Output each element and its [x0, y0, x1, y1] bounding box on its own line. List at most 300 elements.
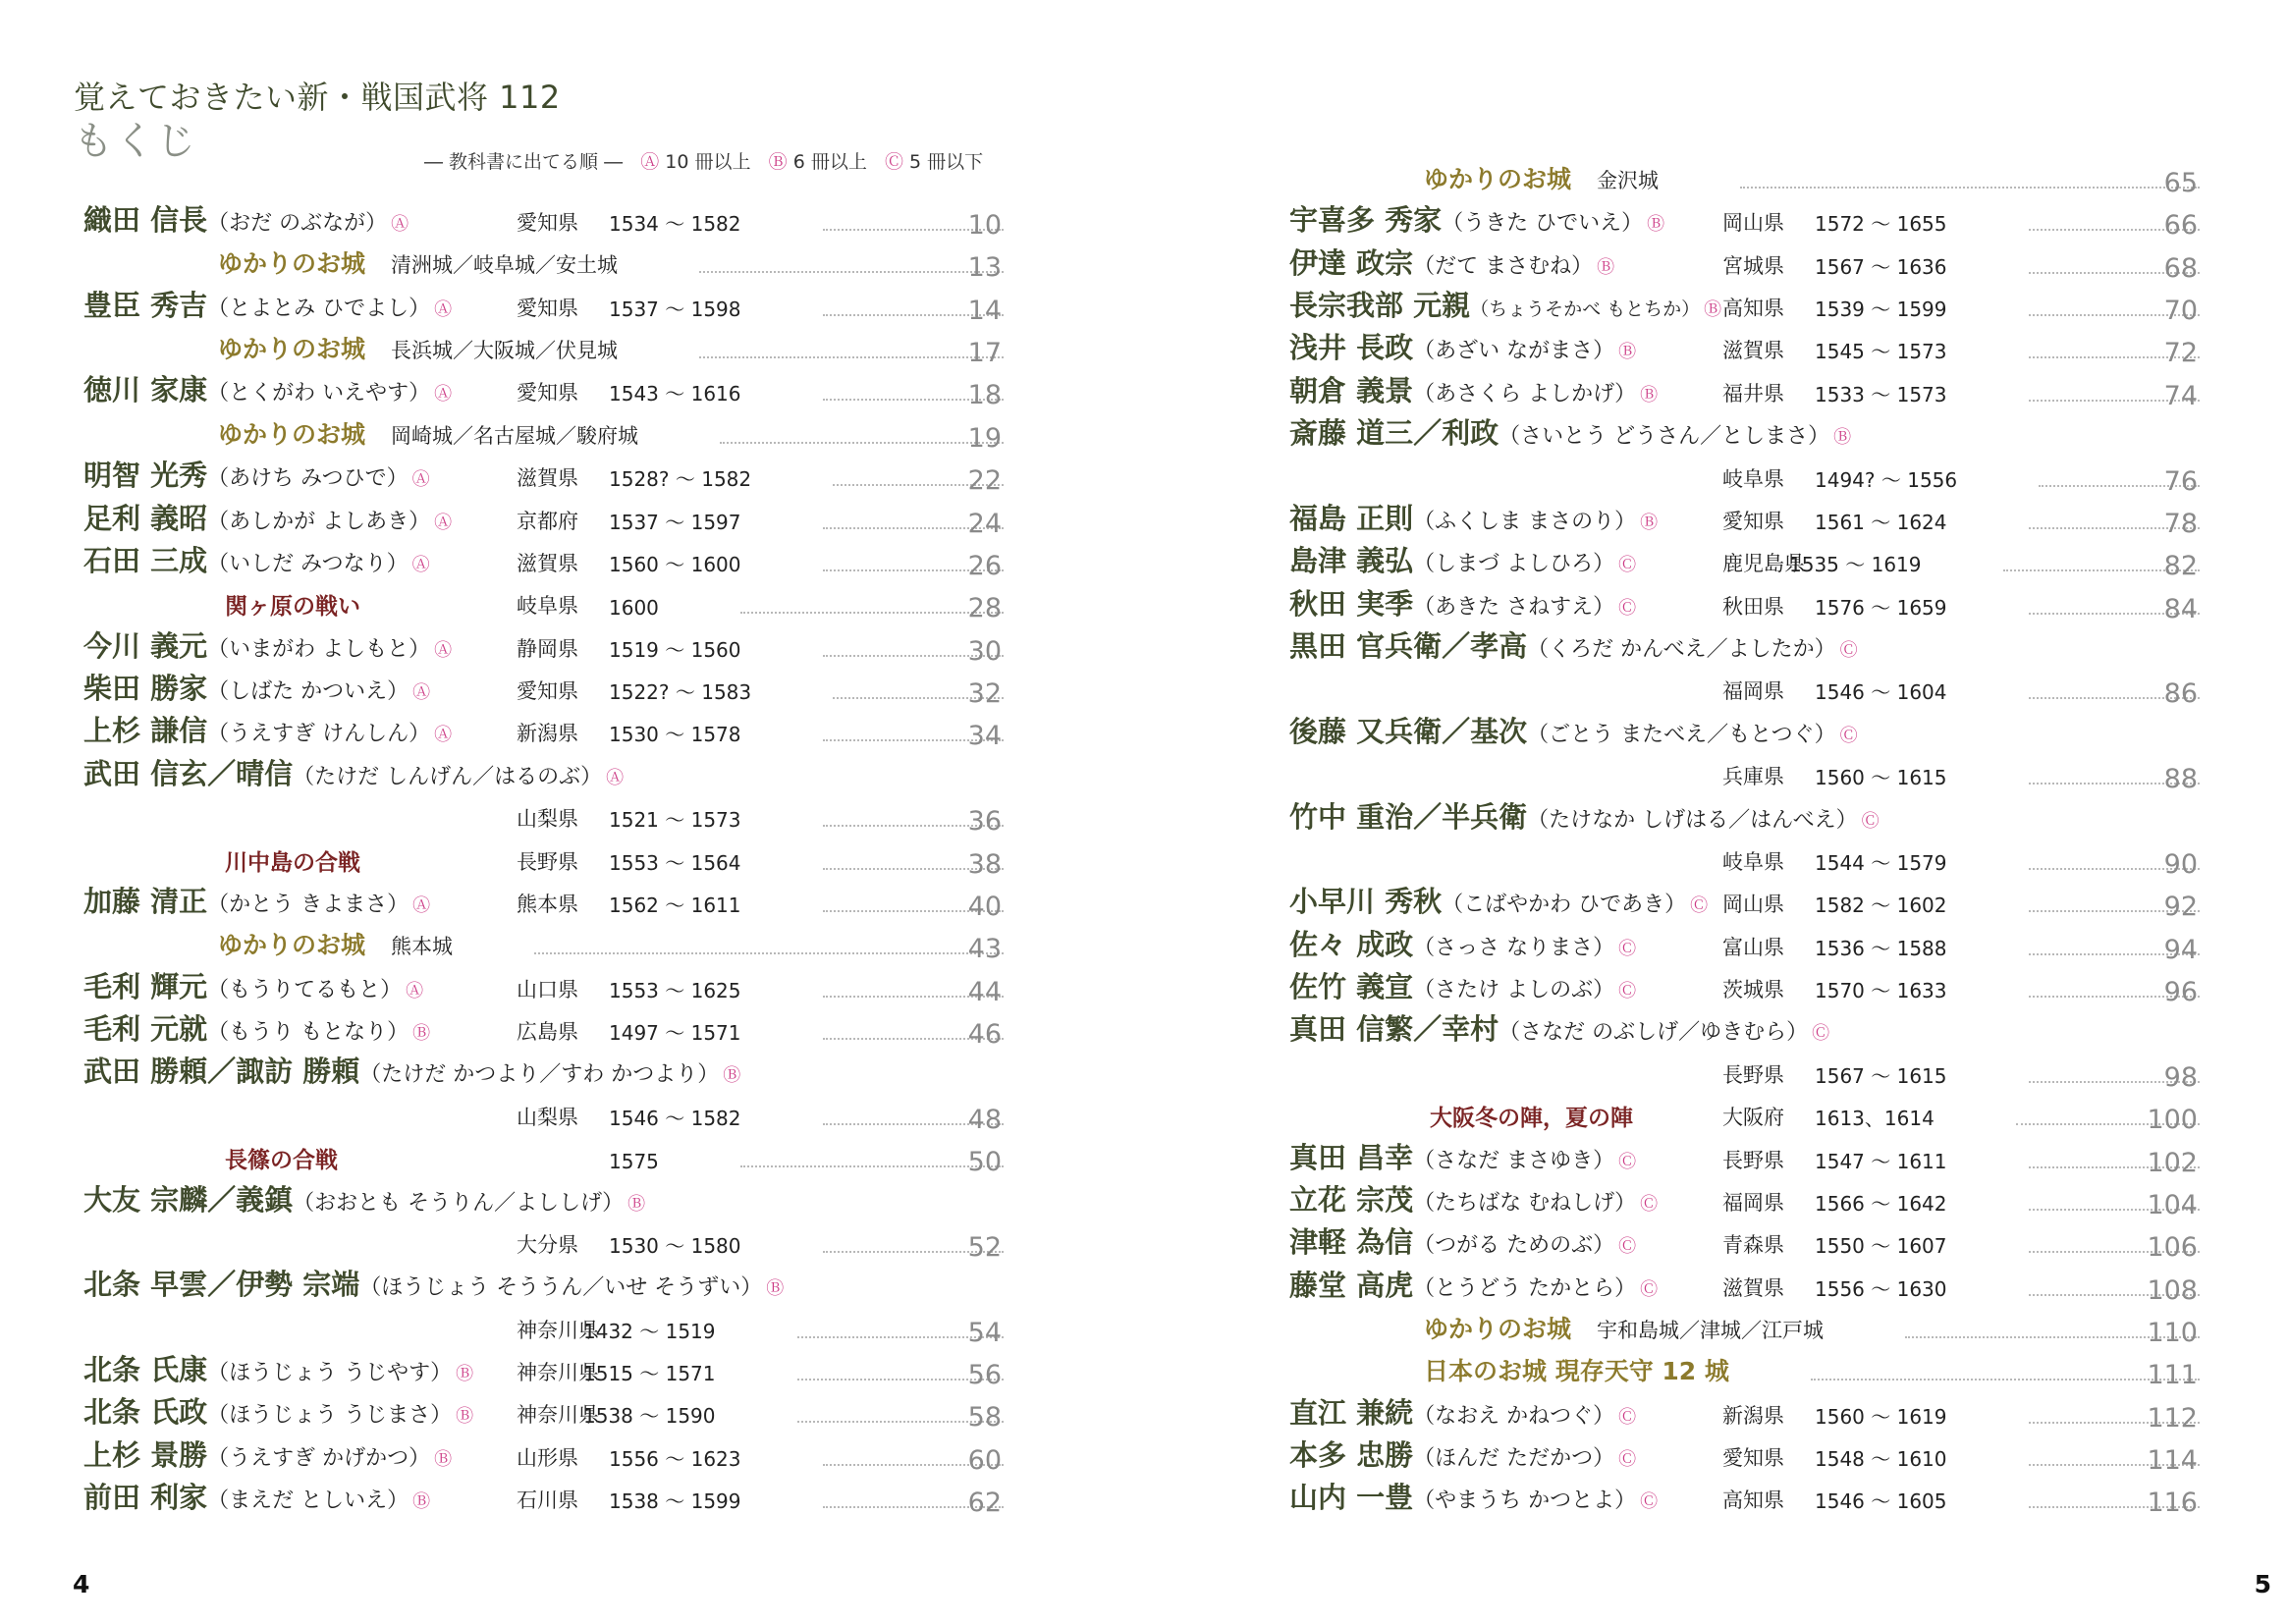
birthplace-prefecture: 新潟県 — [517, 722, 578, 746]
warlord-name-text: 佐々 成政 — [1289, 927, 1414, 961]
warlord-name-text: 朝倉 義景 — [1289, 373, 1414, 407]
warlord-name-text: 毛利 輝元 — [83, 969, 208, 1003]
toc-page-number: 111 — [2147, 1360, 2198, 1391]
toc-row-cont — [0, 1224, 1144, 1267]
warlord-name-text: 小早川 秀秋 — [1289, 885, 1443, 919]
life-years: 1538 ～ 1599 — [609, 1489, 741, 1514]
birthplace-prefecture: 愛知県 — [1722, 509, 1784, 533]
warlord-name — [1289, 1434, 1636, 1474]
birthplace-prefecture: 愛知県 — [1722, 1446, 1784, 1471]
toc-page-number: 10 — [967, 210, 1002, 241]
warlord-name — [1289, 497, 1658, 537]
birthplace-prefecture: 富山県 — [1722, 935, 1784, 959]
name-reading: （さなだ まさゆき） — [1413, 1148, 1615, 1173]
birthplace-prefecture: 高知県 — [1722, 297, 1784, 321]
toc-row-person — [1145, 288, 2289, 330]
castle-section-label: 日本のお城 現存天守 12 城 — [1424, 1357, 1729, 1386]
toc-row-cont — [1145, 671, 2289, 713]
warlord-name-text: 上杉 謙信 — [83, 714, 208, 748]
birthplace-prefecture: 岡山県 — [1722, 211, 1784, 236]
grade-badge: Ⓐ — [411, 554, 430, 575]
life-years: 1432 ～ 1519 — [583, 1319, 716, 1343]
life-years: 1535 ～ 1619 — [1789, 553, 1922, 577]
toc-row-castle — [0, 926, 1144, 968]
castle-section-label: ゆかりのお城 — [218, 931, 366, 960]
toc-page-number: 48 — [967, 1104, 1002, 1135]
toc-page-number: 112 — [2147, 1402, 2198, 1434]
grade-badge: Ⓑ — [412, 1491, 431, 1513]
warlord-name-text: 直江 兼続 — [1289, 1395, 1414, 1430]
toc-page-number: 82 — [2163, 551, 2198, 582]
grade-legend — [424, 147, 983, 174]
name-reading: （おおとも そうりん／よししげ） — [293, 1190, 625, 1216]
life-years: 1537 ～ 1597 — [609, 510, 741, 534]
birthplace-prefecture: 山形県 — [517, 1445, 578, 1470]
warlord-name — [83, 368, 452, 408]
toc-row-cont — [1145, 756, 2289, 798]
warlord-name — [83, 965, 423, 1005]
name-reading: （いまがわ よしもと） — [207, 636, 431, 662]
warlord-name-text: 今川 義元 — [83, 628, 208, 663]
toc-row-battle — [0, 585, 1144, 627]
toc-page-number: 74 — [2163, 380, 2198, 411]
toc-page-number: 78 — [2163, 508, 2198, 539]
toc-page-number: 32 — [967, 678, 1002, 710]
grade-badge: Ⓒ — [1839, 725, 1858, 746]
life-years: 1556 ～ 1630 — [1815, 1276, 1947, 1301]
warlord-name-text: 毛利 元就 — [83, 1012, 208, 1047]
warlord-name-text: 後藤 又兵衛／基次 — [1289, 714, 1528, 748]
grade-badge: Ⓐ — [412, 894, 431, 916]
grade-badge: Ⓐ — [434, 639, 453, 661]
toc-page-number: 22 — [967, 465, 1002, 497]
name-reading: （たちばな むねしげ） — [1413, 1190, 1637, 1216]
warlord-name — [1289, 1220, 1636, 1261]
grade-badge: Ⓐ — [434, 298, 453, 320]
warlord-name-text: 石田 三成 — [83, 543, 208, 577]
grade-badge: Ⓒ — [1640, 1193, 1659, 1215]
toc-row-person — [1145, 373, 2289, 415]
birthplace-prefecture: 岡山県 — [1722, 893, 1784, 917]
toc-page-number: 92 — [2163, 892, 2198, 923]
castle-names: 金沢城 — [1597, 169, 1659, 192]
life-years: 1536 ～ 1588 — [1815, 936, 1947, 960]
grade-badge: Ⓒ — [1618, 1406, 1637, 1428]
life-years: 1572 ～ 1655 — [1815, 212, 1947, 237]
name-reading: （まえだ としいえ） — [207, 1489, 409, 1514]
warlord-name-text: 山内 一豊 — [1289, 1481, 1414, 1515]
toc-row-person — [1145, 714, 2289, 756]
toc-page-number: 14 — [967, 295, 1002, 326]
castle-section-label: ゆかりのお城 — [1424, 1314, 1572, 1343]
life-years: 1543 ～ 1616 — [609, 382, 741, 406]
life-years: 1567 ～ 1615 — [1815, 1063, 1947, 1088]
toc-page-number: 116 — [2147, 1488, 2198, 1519]
life-years: 1521 ～ 1573 — [609, 808, 741, 833]
name-reading: （もうり もとなり） — [207, 1020, 409, 1046]
name-reading: （くろだ かんべえ／よしたか） — [1527, 637, 1836, 663]
birthplace-prefecture: 熊本県 — [517, 892, 578, 916]
legend-order-label: ― 教科書に出てる順 ― — [424, 151, 624, 173]
warlord-name — [83, 1007, 430, 1048]
warlord-name-text: 明智 光秀 — [83, 459, 208, 493]
warlord-name-text: 伊達 政宗 — [1289, 245, 1414, 280]
grade-badge: Ⓐ — [406, 980, 424, 1001]
warlord-name — [1289, 284, 1721, 324]
name-reading: （うえすぎ かげかつ） — [207, 1445, 431, 1471]
life-years: 1553 ～ 1564 — [609, 850, 741, 875]
castle-names: 宇和島城／津城／江戸城 — [1597, 1318, 1824, 1342]
warlord-name-text: 大友 宗麟／義鎮 — [83, 1182, 294, 1217]
toc-row-person — [0, 288, 1144, 330]
warlord-name-text: 黒田 官兵衛／孝高 — [1289, 629, 1528, 664]
toc-row-person — [0, 969, 1144, 1011]
toc-row-castle — [0, 244, 1144, 287]
grade-badge: Ⓑ — [1647, 214, 1665, 236]
castle-section-label: ゆかりのお城 — [218, 419, 366, 449]
warlord-name-text: 加藤 清正 — [83, 884, 208, 918]
toc-row-person — [1145, 1480, 2289, 1522]
warlord-name-text: 斎藤 道三／利政 — [1289, 416, 1499, 451]
life-years: 1539 ～ 1599 — [1815, 298, 1947, 322]
birthplace-prefecture: 長野県 — [1722, 1148, 1784, 1172]
grade-badge: Ⓒ — [1618, 1236, 1637, 1258]
grade-badge: Ⓐ — [434, 384, 453, 406]
name-reading: （ごとう またべえ／もとつぐ） — [1527, 722, 1836, 747]
toc-row-person — [1145, 543, 2289, 585]
birthplace-prefecture: 大分県 — [517, 1232, 578, 1257]
castle-names: 岡崎城／名古屋城／駿府城 — [391, 423, 638, 448]
warlord-name — [1289, 411, 1851, 452]
warlord-name-text: 真田 昌幸 — [1289, 1140, 1414, 1174]
birthplace-prefecture: 岐阜県 — [1722, 466, 1784, 491]
life-years: 1548 ～ 1610 — [1815, 1447, 1947, 1472]
toc-page-number: 26 — [967, 550, 1002, 581]
warlord-name — [83, 454, 430, 494]
life-years: 1600 — [609, 596, 659, 621]
birthplace-prefecture: 愛知県 — [517, 296, 578, 320]
toc-page-number: 56 — [967, 1359, 1002, 1390]
birthplace-prefecture: 静岡県 — [517, 636, 578, 661]
name-reading: （ふくしま まさのり） — [1413, 509, 1637, 534]
toc-row-person — [0, 501, 1144, 543]
grade-badge: Ⓒ — [1618, 597, 1637, 619]
toc-row-person — [0, 1267, 1144, 1309]
toc-row-person — [1145, 1224, 2289, 1267]
warlord-name — [1289, 582, 1636, 623]
name-reading: （さっさ なりまさ） — [1413, 935, 1615, 960]
birthplace-prefecture: 滋賀県 — [1722, 339, 1784, 363]
birthplace-prefecture: 滋賀県 — [517, 551, 578, 575]
grade-badge: Ⓒ — [1618, 938, 1637, 959]
name-reading: （かとう きよまさ） — [207, 892, 409, 917]
toc-page-number: 94 — [2163, 934, 2198, 965]
warlord-name — [1289, 710, 1858, 750]
name-reading: （さたけ よしのぶ） — [1413, 978, 1615, 1003]
toc-page-number: 102 — [2147, 1147, 2198, 1178]
toc-page-number: 106 — [2147, 1232, 2198, 1264]
toc-row-person — [1145, 799, 2289, 841]
warlord-name — [1289, 1476, 1658, 1516]
birthplace-prefecture: 秋田県 — [1722, 594, 1784, 619]
name-reading: （こばやかわ ひであき） — [1442, 893, 1687, 918]
toc-row-person — [0, 202, 1144, 244]
warlord-name — [83, 1390, 473, 1431]
warlord-name — [83, 1178, 645, 1218]
warlord-name — [83, 1434, 452, 1474]
toc-page-number: 30 — [967, 635, 1002, 667]
toc-row-person — [0, 1011, 1144, 1054]
grade-badge: Ⓐ — [411, 469, 430, 491]
warlord-name — [83, 709, 452, 749]
page-number-right: 5 — [2254, 1570, 2271, 1598]
toc-row-person — [1145, 330, 2289, 372]
legend-a-text: 10 冊以上 — [665, 151, 751, 173]
toc-row-person — [0, 372, 1144, 414]
birthplace-prefecture: 滋賀県 — [517, 466, 578, 491]
toc-row-battle — [0, 841, 1144, 884]
grade-badge: Ⓒ — [1640, 1491, 1659, 1513]
name-reading: （ほうじょう うじやす） — [207, 1360, 453, 1385]
life-years: 1494? ～ 1556 — [1815, 467, 1958, 492]
grade-badge: Ⓐ — [434, 725, 453, 746]
name-reading: （しばた かついえ） — [207, 679, 409, 705]
life-years: 1528? ～ 1582 — [609, 467, 752, 492]
name-reading: （さなだ のぶしげ／ゆきむら） — [1499, 1020, 1809, 1046]
castle-names: 清洲城／岐阜城／安土城 — [391, 253, 618, 278]
toc-row-person — [0, 1352, 1144, 1394]
life-years: 1582 ～ 1602 — [1815, 893, 1947, 918]
birthplace-prefecture: 新潟県 — [1722, 1403, 1784, 1428]
grade-badge: Ⓒ — [1618, 1151, 1637, 1172]
castle-names: 長浜城／大阪城／伏見城 — [391, 339, 618, 363]
warlord-name-text: 北条 氏康 — [83, 1352, 208, 1386]
name-reading: （もうりてるもと） — [207, 977, 403, 1002]
toc-row-person — [1145, 1011, 2289, 1054]
toc-row-person — [1145, 628, 2289, 671]
life-years: 1575 — [609, 1150, 659, 1174]
name-reading: （さいとう どうさん／としまさ） — [1499, 424, 1830, 450]
birthplace-prefecture: 滋賀県 — [1722, 1275, 1784, 1300]
warlord-name-text: 長宗我部 元親 — [1289, 289, 1471, 323]
warlord-name — [83, 539, 430, 579]
birthplace-prefecture: 愛知県 — [517, 381, 578, 406]
battle-section-label: 関ヶ原の戦い — [225, 594, 360, 621]
castle-section-label: ゆかりのお城 — [218, 249, 366, 279]
grade-badge: Ⓒ — [1618, 1449, 1637, 1471]
life-years: 1562 ～ 1611 — [609, 893, 741, 917]
birthplace-prefecture: 宮城県 — [1722, 253, 1784, 278]
toc-page-number: 65 — [2163, 168, 2198, 198]
life-years: 1544 ～ 1579 — [1815, 850, 1947, 875]
grade-badge: Ⓒ — [1839, 640, 1858, 662]
toc-row-cont — [1145, 459, 2289, 501]
life-years: 1530 ～ 1578 — [609, 723, 741, 747]
life-years: 1533 ～ 1573 — [1815, 382, 1947, 406]
life-years: 1530 ～ 1580 — [609, 1233, 741, 1258]
grade-badge: Ⓐ — [391, 214, 409, 235]
birthplace-prefecture: 長野県 — [517, 849, 578, 874]
toc-page-number: 19 — [967, 422, 1002, 454]
birthplace-prefecture: 岐阜県 — [517, 594, 578, 619]
warlord-name-text: 竹中 重治／半兵衛 — [1289, 799, 1528, 834]
castle-section-label: ゆかりのお城 — [1424, 165, 1572, 193]
birthplace-prefecture: 茨城県 — [1722, 978, 1784, 1002]
name-reading: （つがる ためのぶ） — [1413, 1233, 1615, 1259]
toc-page-number: 84 — [2163, 593, 2198, 624]
name-reading: （とうどう たかとら） — [1413, 1275, 1637, 1301]
name-reading: （やまうち かつとよ） — [1413, 1489, 1637, 1514]
name-reading: （うきた ひでいえ） — [1442, 211, 1644, 237]
toc-page-number: 108 — [2147, 1274, 2198, 1306]
warlord-name — [1289, 1264, 1658, 1304]
toc-page-number: 62 — [967, 1488, 1002, 1519]
warlord-name — [83, 284, 452, 324]
toc-page-number: 76 — [2163, 465, 2198, 497]
grade-badge: Ⓑ — [1618, 342, 1637, 363]
toc-row-person — [1145, 586, 2289, 628]
warlord-name-text: 佐竹 義宣 — [1289, 970, 1414, 1004]
toc-page-number: 46 — [967, 1019, 1002, 1051]
life-years: 1561 ～ 1624 — [1815, 510, 1947, 534]
warlord-name — [1289, 242, 1614, 282]
warlord-name — [83, 1476, 430, 1516]
warlord-name-text: 前田 利家 — [83, 1481, 208, 1515]
toc-row-castle — [1145, 1310, 2289, 1352]
toc-row-castle — [0, 330, 1144, 372]
toc-page-number: 28 — [967, 593, 1002, 624]
life-years: 1570 ～ 1633 — [1815, 979, 1947, 1003]
warlord-name — [83, 198, 409, 239]
birthplace-prefecture: 鹿児島県 — [1722, 552, 1805, 576]
toc-row-person — [1145, 927, 2289, 969]
birthplace-prefecture: 山梨県 — [517, 1105, 578, 1129]
name-reading: （おだ のぶなが） — [207, 211, 388, 236]
life-years: 1567 ～ 1636 — [1815, 254, 1947, 279]
toc-row-battle — [0, 1139, 1144, 1181]
name-reading: （しまづ よしひろ） — [1413, 552, 1615, 577]
toc-page-number: 90 — [2163, 848, 2198, 880]
warlord-name — [1289, 198, 1664, 239]
warlord-name — [1289, 326, 1636, 366]
grade-badge: Ⓐ — [412, 682, 431, 704]
grade-badge: Ⓑ — [723, 1065, 741, 1087]
life-years: 1546 ～ 1604 — [1815, 680, 1947, 705]
warlord-name-text: 北条 早雲／伊勢 宗端 — [83, 1268, 360, 1302]
life-years: 1550 ～ 1607 — [1815, 1234, 1947, 1259]
toc-page-number: 17 — [967, 338, 1002, 369]
legend-c-mark: Ⓒ — [884, 151, 903, 173]
warlord-name-text: 織田 信長 — [83, 203, 208, 237]
toc-page-number: 70 — [2163, 296, 2198, 327]
warlord-name — [83, 497, 452, 537]
grade-badge: Ⓑ — [412, 1023, 431, 1045]
warlord-name — [1289, 965, 1636, 1005]
life-years: 1538 ～ 1590 — [583, 1404, 716, 1429]
life-years: 1560 ～ 1619 — [1815, 1404, 1947, 1429]
warlord-name-text: 真田 信繁／幸村 — [1289, 1012, 1499, 1047]
warlord-name-text: 秋田 実季 — [1289, 586, 1414, 621]
toc-row-cont — [0, 1097, 1144, 1139]
life-years: 1560 ～ 1600 — [609, 552, 741, 576]
warlord-name-text: 北条 氏政 — [83, 1395, 208, 1430]
birthplace-prefecture: 福岡県 — [1722, 1190, 1784, 1215]
grade-badge: Ⓑ — [1640, 384, 1659, 406]
grade-badge: Ⓑ — [1704, 299, 1722, 321]
name-reading: （たけなか しげはる／はんべえ） — [1527, 807, 1858, 833]
grade-badge: Ⓑ — [456, 1363, 474, 1384]
toc-row-person — [0, 1480, 1144, 1522]
warlord-name — [1289, 1136, 1636, 1176]
birthplace-prefecture: 神奈川県 — [517, 1403, 599, 1428]
name-reading: （ほうじょう そううん／いせ そうずい） — [359, 1275, 763, 1301]
grade-badge: Ⓑ — [1833, 427, 1852, 449]
grade-badge: Ⓒ — [1618, 981, 1637, 1002]
birthplace-prefecture: 高知県 — [1722, 1489, 1784, 1513]
grade-badge: Ⓑ — [434, 1448, 453, 1470]
grade-badge: Ⓒ — [1812, 1023, 1830, 1045]
toc-row-person — [0, 756, 1144, 798]
toc-page-number: 58 — [967, 1402, 1002, 1434]
castle-names: 熊本城 — [391, 935, 453, 959]
warlord-name — [83, 1050, 740, 1090]
toc-page-number: 38 — [967, 848, 1002, 880]
birthplace-prefecture: 京都府 — [517, 509, 578, 533]
left-page — [0, 0, 1144, 1624]
warlord-name-text: 宇喜多 秀家 — [1289, 203, 1443, 238]
warlord-name-text: 豊臣 秀吉 — [83, 288, 208, 322]
toc-row-cont — [0, 798, 1144, 840]
toc-page-number: 100 — [2147, 1105, 2198, 1136]
toc-row-person — [0, 543, 1144, 585]
name-reading: （あさくら よしかげ） — [1413, 381, 1637, 406]
toc-row-castle — [1145, 160, 2289, 202]
grade-badge: Ⓑ — [1640, 512, 1659, 533]
birthplace-prefecture: 岐阜県 — [1722, 849, 1784, 874]
toc-page-number: 18 — [967, 380, 1002, 411]
life-years: 1613、1614 — [1815, 1107, 1935, 1131]
name-reading: （あざい ながまさ） — [1413, 339, 1615, 364]
toc-page-number: 86 — [2163, 678, 2198, 710]
grade-badge: Ⓒ — [1618, 555, 1637, 576]
name-reading: （たけだ かつより／すわ かつより） — [359, 1062, 720, 1088]
toc-page-number: 98 — [2163, 1061, 2198, 1093]
name-reading: （ちょうそかべ もとちか） — [1470, 298, 1701, 321]
toc-row-person — [1145, 969, 2289, 1011]
legend-a-mark: Ⓐ — [640, 151, 660, 173]
warlord-name-text: 武田 勝頼／諏訪 勝頼 — [83, 1055, 360, 1089]
birthplace-prefecture: 石川県 — [517, 1489, 578, 1513]
toc-page-number: 40 — [967, 891, 1002, 922]
life-years: 1522? ～ 1583 — [609, 680, 752, 705]
grade-badge: Ⓐ — [434, 512, 453, 533]
toc-row-cont — [1145, 841, 2289, 884]
name-reading: （いしだ みつなり） — [207, 551, 409, 576]
castle-section-label: ゆかりのお城 — [218, 335, 366, 364]
warlord-name — [83, 752, 624, 792]
life-years: 1553 ～ 1625 — [609, 978, 741, 1002]
life-years: 1546 ～ 1605 — [1815, 1489, 1947, 1514]
birthplace-prefecture: 大阪府 — [1722, 1106, 1784, 1130]
grade-badge: Ⓒ — [1640, 1278, 1659, 1300]
toc-page-number: 96 — [2163, 977, 2198, 1008]
warlord-name — [1289, 624, 1858, 665]
warlord-name — [83, 1348, 473, 1388]
toc-row-person — [1145, 1182, 2289, 1224]
battle-section-label: 大阪冬の陣，夏の陣 — [1430, 1106, 1633, 1132]
name-reading: （とくがわ いえやす） — [207, 381, 431, 406]
warlord-name — [1289, 1007, 1829, 1048]
